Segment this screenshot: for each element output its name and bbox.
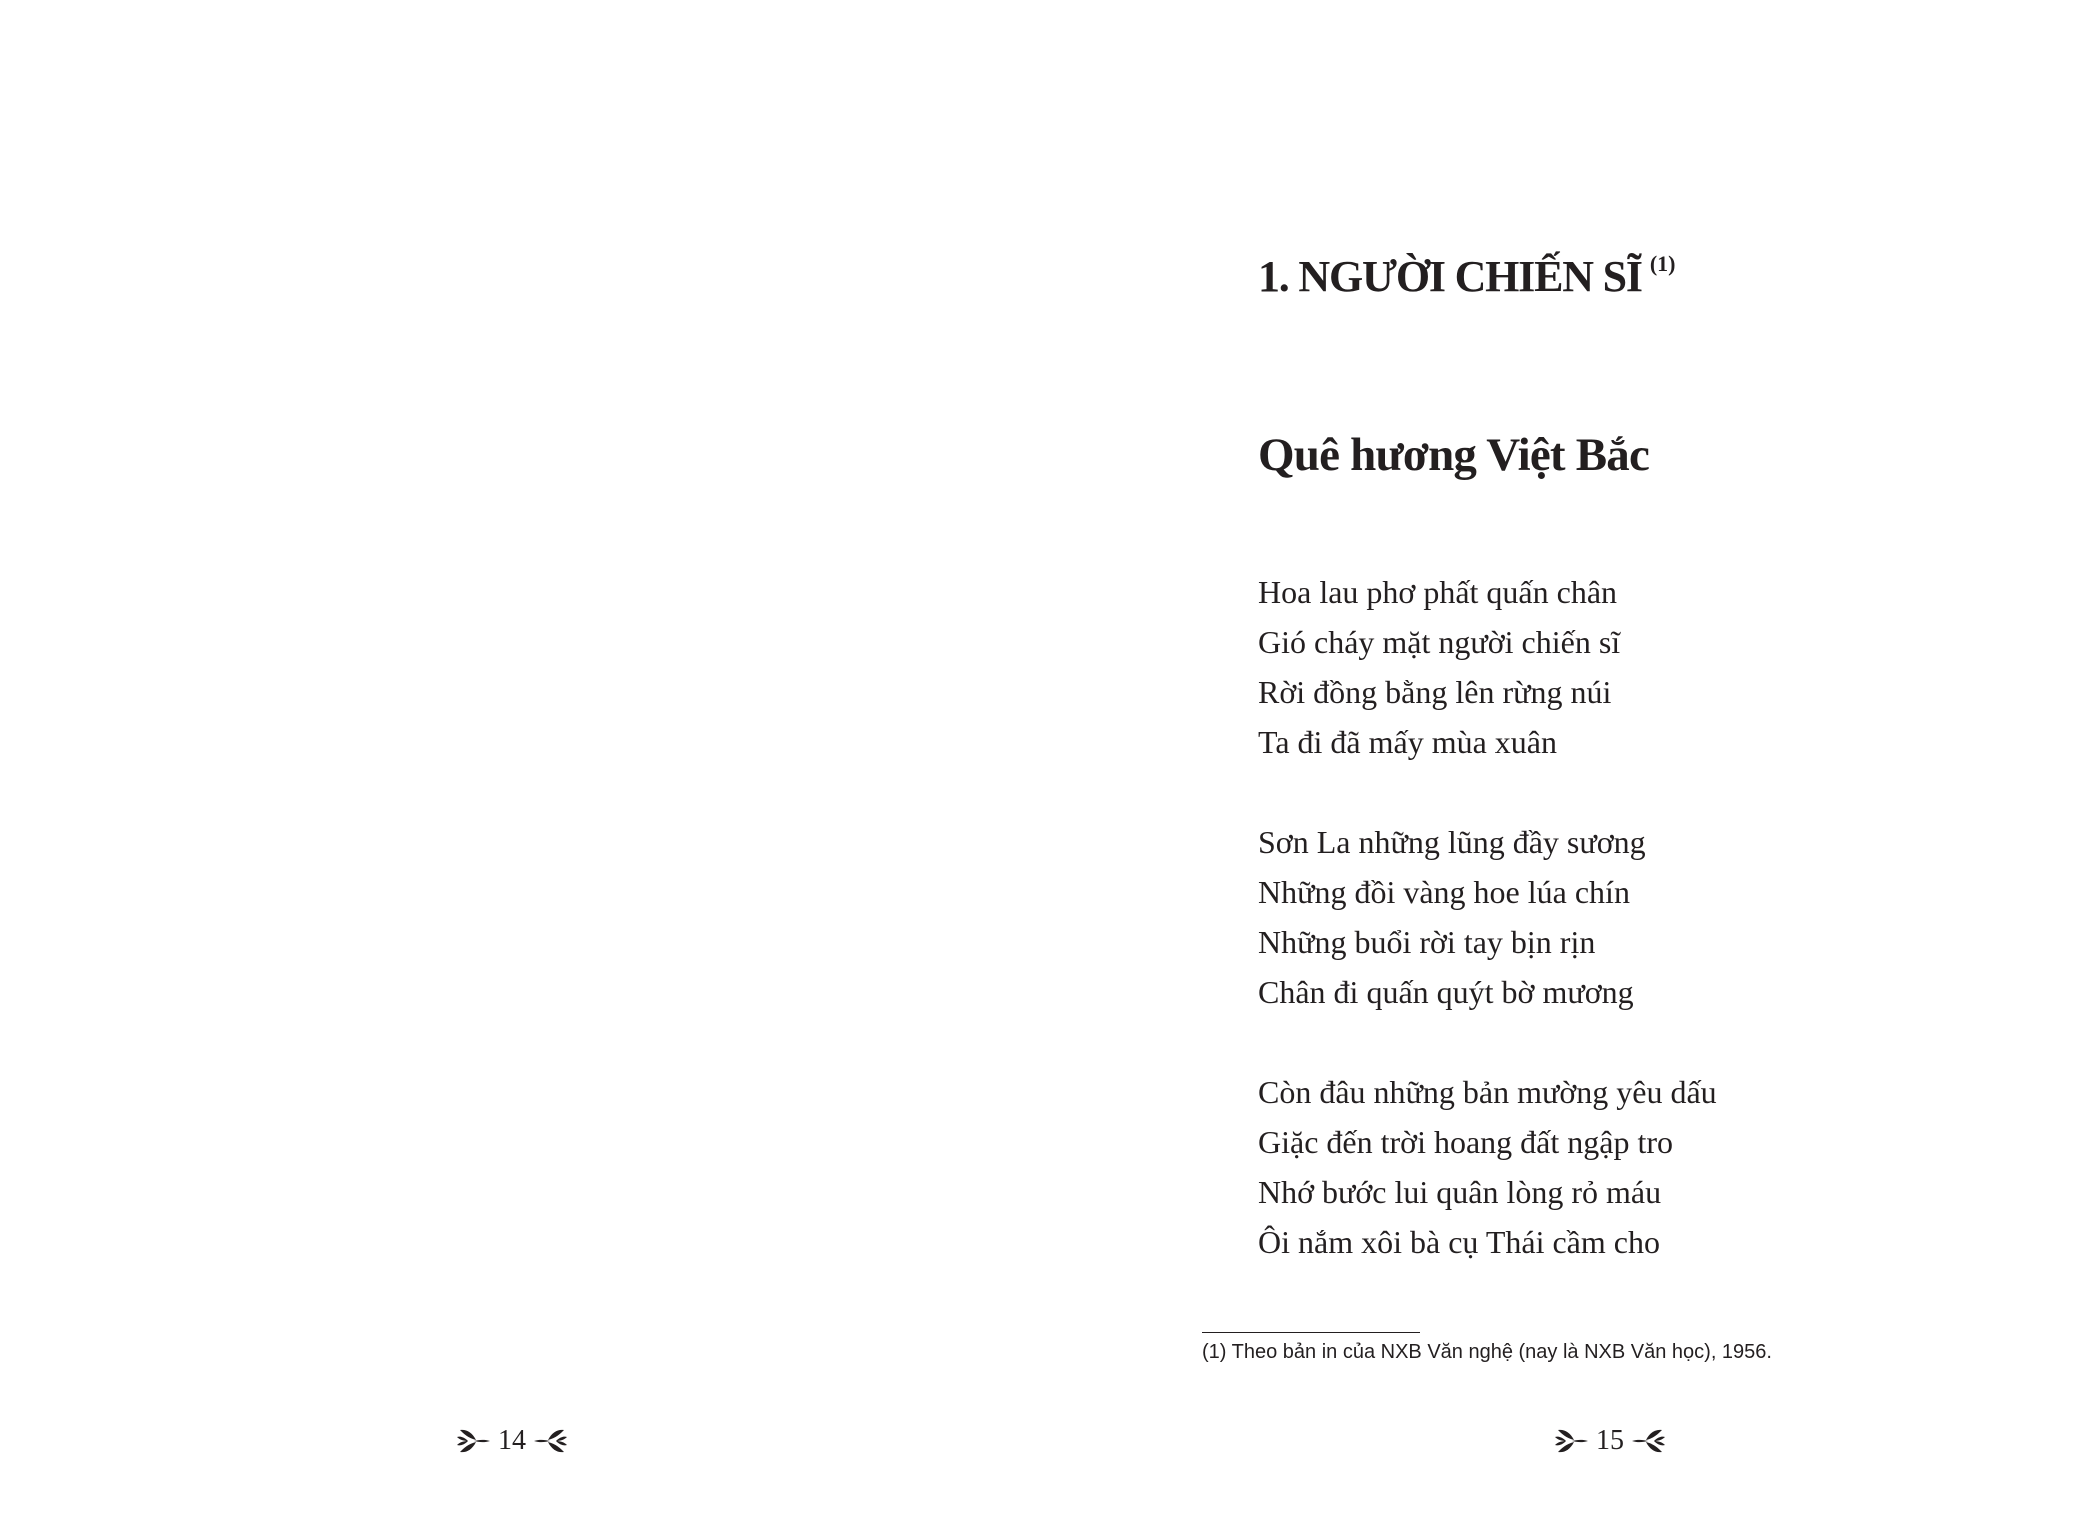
- leaf-ornament-icon: [1554, 1426, 1590, 1456]
- poem-line: Hoa lau phơ phất quấn chân: [1258, 574, 1618, 610]
- stanza: [1258, 567, 1717, 767]
- poem-line: Rời đồng bằng lên rừng núi: [1258, 674, 1612, 710]
- poem-title: Quê hương Việt Bắc: [1258, 429, 1650, 481]
- poem-line: Nhớ bước lui quân lòng rỏ máu: [1258, 1174, 1662, 1210]
- poem-body: [1258, 567, 1717, 1267]
- right-page: [1040, 0, 2079, 1528]
- footnote: (1) Theo bản in của NXB Văn nghệ (nay là NXB Văn học), 1956.: [1202, 1341, 1772, 1363]
- leaf-ornament-icon: [532, 1426, 568, 1456]
- poem-line: Những đồi vàng hoe lúa chín: [1258, 874, 1630, 910]
- poem-line: Sơn La những lũng đầy sương: [1258, 824, 1646, 860]
- chapter-title: [1258, 251, 1676, 301]
- poem-line: Chân đi quấn quýt bờ mương: [1258, 974, 1634, 1010]
- poem-line: Còn đâu những bản mường yêu dấu: [1258, 1074, 1717, 1110]
- footnote-divider: [1202, 1332, 1420, 1333]
- leaf-ornament-icon: [456, 1426, 492, 1456]
- poem-line: Gió cháy mặt người chiến sĩ: [1258, 624, 1621, 660]
- page-number-left: [432, 1425, 592, 1457]
- poem-line: Ta đi đã mấy mùa xuân: [1258, 724, 1557, 760]
- poem-line: Giặc đến trời hoang đất ngập tro: [1258, 1124, 1674, 1160]
- left-page: [0, 0, 1039, 1528]
- chapter-title-text: 1. NGƯỜI CHIẾN SĨ: [1258, 252, 1642, 301]
- page-number: 14: [498, 1425, 526, 1456]
- stanza: [1258, 1067, 1717, 1267]
- page-number: 15: [1596, 1425, 1624, 1456]
- stanza: [1258, 817, 1717, 1017]
- poem-line: Ôi nắm xôi bà cụ Thái cầm cho: [1258, 1224, 1660, 1260]
- page-number-right: [1530, 1425, 1690, 1457]
- leaf-ornament-icon: [1630, 1426, 1666, 1456]
- footnote-reference: (1): [1649, 251, 1676, 277]
- poem-line: Những buổi rời tay bịn rịn: [1258, 924, 1596, 960]
